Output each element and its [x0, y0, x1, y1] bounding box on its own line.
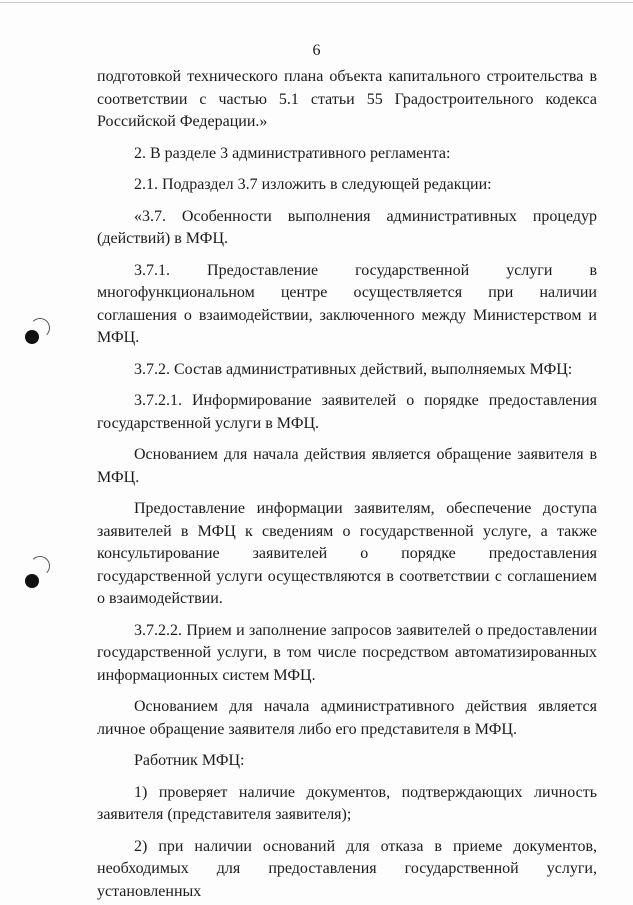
paragraph: Основанием для начала административного действия является личное обращение заявителя либо его представителя в МФЦ.: [97, 698, 597, 738]
punch-hole-arc: [30, 556, 50, 576]
punch-hole-mark: [25, 574, 39, 588]
page-number: 6: [312, 42, 321, 59]
paragraph: Предоставление информации заявителям, обеспечение доступа заявителей в МФЦ к сведениям о государственной услуге, а также консультирование заявителей о порядке предоставления государственной услуги осуществляются в соответствии с соглашением о взаимодействии.: [97, 500, 597, 607]
paragraph: Работник МФЦ:: [134, 752, 245, 769]
paragraph: 2. В разделе 3 административного регламента:: [134, 144, 451, 162]
paragraph: 3.7.2.2. Прием и заполнение запросов заявителей о предоставлении государственной услуги, в том числе посредством автоматизированных информационных систем МФЦ.: [97, 621, 597, 684]
paragraph: 3.7.2.1. Информирование заявителей о порядке предоставления государственной услуги в МФЦ.: [97, 392, 597, 432]
document-body: [97, 66, 597, 903]
top-edge-line: [0, 2, 633, 3]
paragraph: подготовкой технического плана объекта капитального строительства в соответствии с частью 5.1 статьи 55 Градостроительного кодекса Российской Федерации.»: [97, 68, 597, 130]
punch-hole-mark: [25, 330, 39, 344]
paragraph: 3.7.1. Предоставление государственной услуги в многофункциональном центре осуществляется при наличии соглашения о взаимодействии, заключенного между Министерством и МФЦ.: [97, 261, 597, 346]
paragraph: «3.7. Особенности выполнения административных процедур (действий) в МФЦ.: [97, 207, 597, 247]
paragraph: Основанием для начала действия является обращение заявителя в МФЦ.: [97, 446, 597, 486]
paragraph: 2.1. Подраздел 3.7 изложить в следующей редакции:: [134, 176, 492, 193]
paragraph: 2) при наличии оснований для отказа в приеме документов, необходимых для предоставления государственной услуги, установленных: [97, 837, 597, 900]
paragraph: 1) проверяет наличие документов, подтверждающих личность заявителя (представителя заявителя);: [97, 783, 597, 823]
paragraph: 3.7.2. Состав административных действий, выполняемых МФЦ:: [134, 360, 573, 378]
